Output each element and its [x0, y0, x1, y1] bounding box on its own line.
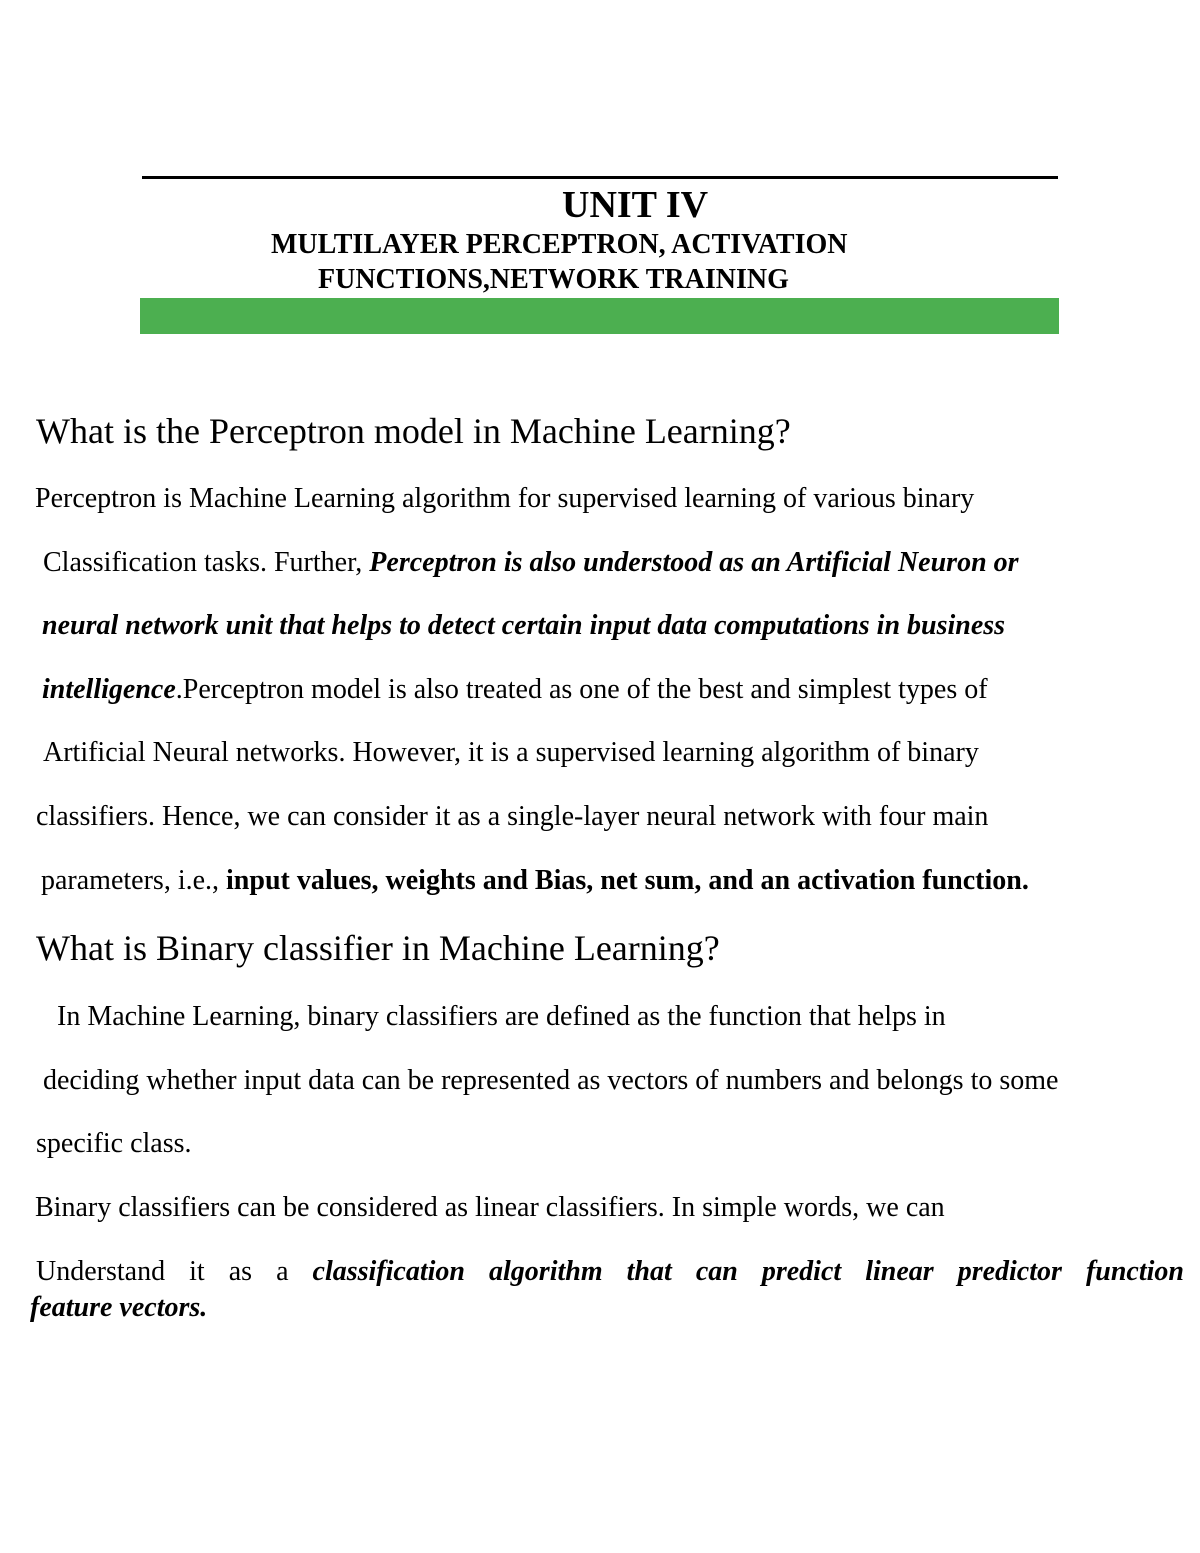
paragraph-line: Artificial Neural networks. However, it is a supervised learning algorithm of binary	[43, 737, 979, 768]
paragraph-line: deciding whether input data can be represented as vectors of numbers and belongs to some	[43, 1065, 1059, 1096]
emphasis-word: can	[695, 1256, 738, 1287]
emphasis-word: classification	[312, 1256, 465, 1287]
paragraph-line	[43, 546, 1019, 580]
word: a	[276, 1256, 289, 1287]
paragraph-line-emphasis: feature vectors.	[30, 1292, 208, 1323]
emphasis-word: linear	[865, 1256, 934, 1287]
emphasis-text: Perceptron is also understood as an Artificial Neuron or	[369, 547, 1019, 578]
word: as	[228, 1256, 253, 1287]
section-heading-binary-classifier: What is Binary classifier in Machine Learning?	[36, 928, 720, 968]
emphasis-word: that	[626, 1256, 672, 1287]
paragraph-line-emphasis: neural network unit that helps to detect certain input data computations in business	[42, 610, 1006, 641]
paragraph-text: Classification tasks. Further,	[43, 547, 370, 578]
section-heading-perceptron: What is the Perceptron model in Machine Learning?	[36, 411, 791, 451]
bold-text: input values, weights and Bias, net sum, and an activation function.	[226, 865, 1029, 896]
paragraph-line: In Machine Learning, binary classifiers are defined as the function that helps in	[57, 1001, 946, 1032]
paragraph-text: .Perceptron model is also treated as one of the best and simplest types of	[175, 674, 988, 705]
paragraph-line	[41, 864, 1029, 898]
word: Understand	[36, 1256, 166, 1287]
word: it	[189, 1256, 205, 1287]
emphasis-text: intelligence	[42, 674, 176, 705]
paragraph-line	[42, 673, 988, 707]
emphasis-word: algorithm	[489, 1256, 603, 1287]
emphasis-word: predictor	[957, 1256, 1062, 1287]
paragraph-line: Binary classifiers can be considered as linear classifiers. In simple words, we can	[35, 1192, 945, 1223]
header-green-bar	[140, 298, 1059, 334]
unit-subtitle-line-2: FUNCTIONS,NETWORK TRAINING	[318, 264, 789, 295]
unit-subtitle-line-1: MULTILAYER PERCEPTRON, ACTIVATION	[271, 229, 848, 260]
header-top-rule	[142, 176, 1058, 179]
paragraph-line: specific class.	[36, 1128, 192, 1159]
paragraph-text: parameters, i.e.,	[41, 865, 227, 896]
paragraph-line-justified	[36, 1255, 1184, 1289]
paragraph-line: Perceptron is Machine Learning algorithm for supervised learning of various binary	[35, 483, 975, 514]
paragraph-line: classifiers. Hence, we can consider it as a single-layer neural network with four main	[36, 801, 989, 832]
unit-title: UNIT IV	[562, 184, 709, 226]
emphasis-word: predict	[761, 1256, 842, 1287]
emphasis-word: function	[1085, 1256, 1184, 1287]
